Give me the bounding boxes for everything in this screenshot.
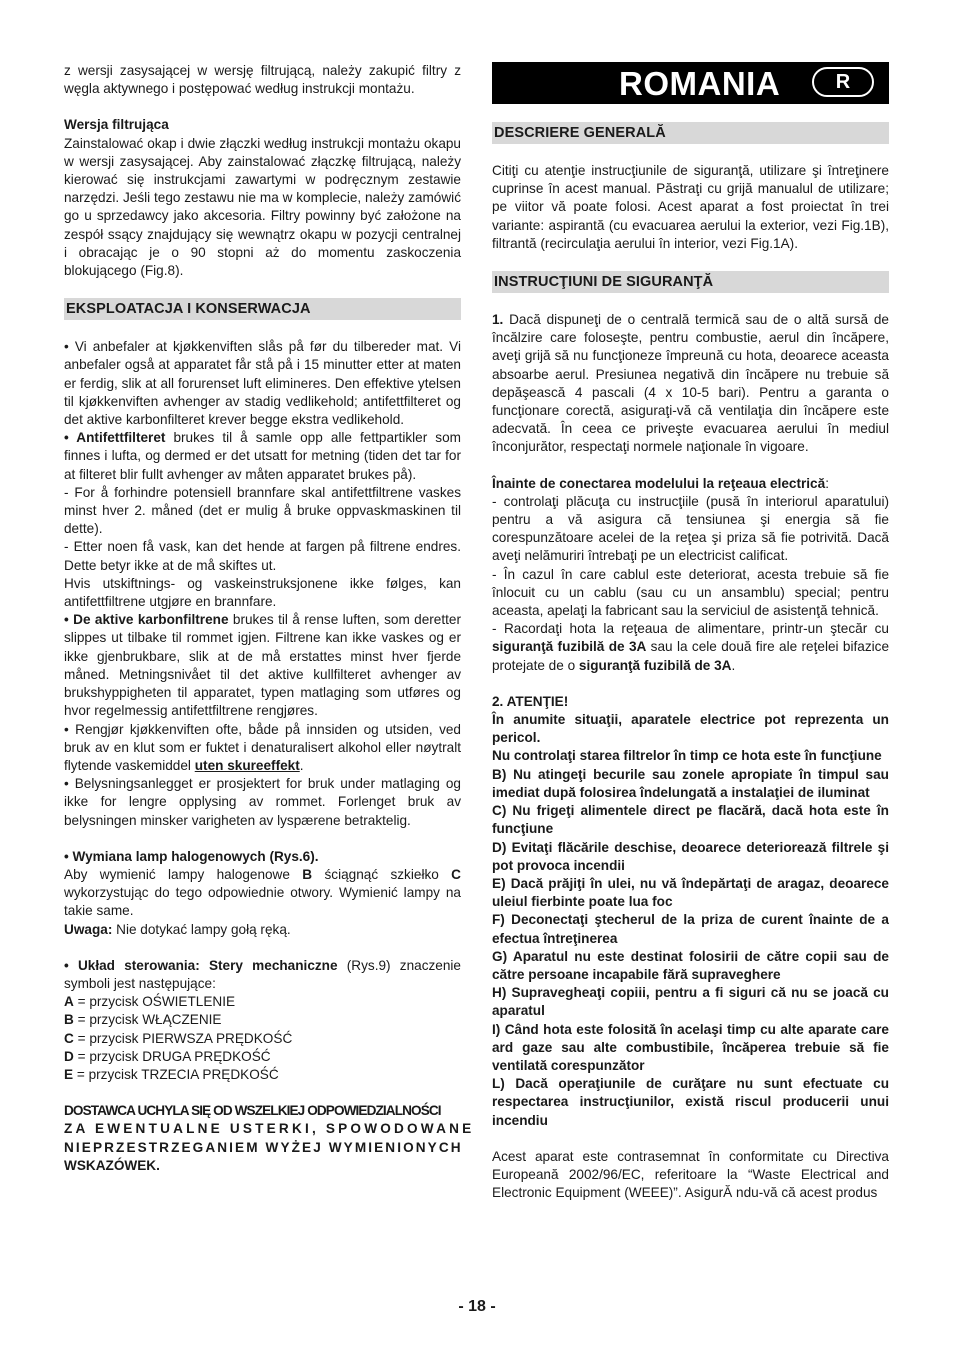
connection-paragraph-2: - În cazul în care cablul este deteriorat, acesta trebuie să fie înlocuit cu un cablu (sau cu un ansamblu) special; pentru aceasta, apelaţi la fabricant sau la serviciul de asistenţă tehnică. — [492, 566, 889, 619]
control-key: D — [64, 1048, 74, 1064]
warning-item: L) Dacă operaţiunile de curăţare nu sunt efectuate cu respectarea instrucţiunilor, există riscul producerii unui incendiu — [492, 1076, 889, 1128]
lamp-text-2: ściągnąć szkiełko — [312, 866, 452, 882]
filter-version-text: Zainstalować okap i dwie złączki według instrukcji montażu okapu w wersji zasysającej. Aby zainstalować złączkę filtrującą, należy kierować się instrukcjami zawartymi w podręcznym zestawie narzędzi. Jeśli tego zestawu nie ma w komplecie, należy zamówić go u sprzedawcy jako akcesoria. Filtry powinny być założone na zespół ssący znajdujący się wewnątrz okapu w pozycji centralnej i obracając je o 90 stopni aż do momentu zaskoczenia blokującego (Fig.8). — [64, 135, 461, 279]
cleaning-text: • Rengjør kjøkkenviften ofte, både på innsiden og utsiden, ved bruk av en klut som er fuktet i denaturalisert alkohol eller nøytralt flytende vaskemiddel — [64, 721, 461, 773]
controls-paragraph — [64, 957, 461, 993]
attention-title: 2. ATENŢIE! — [492, 693, 569, 709]
warning-item: În anumite situaţii, aparatele electrice pot reprezenta un pericol. — [492, 712, 889, 746]
safety-text: Dacă dispuneţi de o centrală termică sau de o altă sursă de încălzire care foloseşte, pentru combustie, aerul din încăpere, aveţi grijă să nu funcţioneze împreună cu hota, deoarece aceasta absoarbe aerul. Presiunea negativă din încăpere nu trebuie să depăşească 4 pascali (4 x 10-5 bari). Pentru a garanta o funcţionare corectă, asiguraţi-vă că ventilaţia din încăpere este adecvată. În ceea ce priveşte evacuarea aerului în mediul înconjurător, respectaţi normele naţionale în vigoare. — [492, 312, 889, 455]
filter-version-heading: Wersja filtrująca — [64, 117, 169, 133]
fuse-text-e: . — [731, 657, 736, 673]
warning-item: Nu controlaţi starea filtrelor în timp ce hota este în funcţiune — [492, 748, 882, 764]
fuse-text-c: sau la cele două fire ale reţelei bifazice protejate de o — [492, 639, 890, 673]
warning-item: B) Nu atingeţi becurile sau zonele apropiate în timpul sau imediat după folosirea îndelungată a instalaţiei de iluminat — [492, 766, 889, 800]
lamp-paragraph — [64, 866, 461, 921]
connection-paragraph-1: - controlaţi plăcuţa cu instrucţiile (pusă în interiorul aparatului) pentru a vă asigura că tensiunea şi energia să fie corespunzătoare acelei de la reţea şi priza să fie potrivită. Dacă aveţi nelămuriri întrebaţi pe un electricist calificat. — [492, 493, 889, 564]
list-item — [64, 1030, 461, 1048]
maintenance-paragraph-3: - For å forhindre potensiell brannfare skal antifettfiltrene vaskes minst hver 2. måned (det er mulig å bruke oppvaskmaskinen til dette). — [64, 484, 461, 537]
cleaning-end: . — [299, 757, 304, 773]
antigrease-paragraph — [64, 429, 461, 484]
section-title-description: DESCRIERE GENERALĂ — [492, 122, 889, 144]
control-key: A — [64, 994, 74, 1010]
lamp-text-1: Aby wymienić lampy halogenowe — [64, 866, 303, 882]
antigrease-text: brukes til å samle opp alle fettpartikler som finnes i lufta, og dermed er det utsatt for metning (tiden det tar for at filteret blir fullt avhenger av måten apparatet brukes på). — [64, 430, 461, 482]
maintenance-paragraph-5: Hvis utskiftnings- og vaskeinstruksjonene ikke følges, kan antifettfiltrene utgjøre en brannfare. — [64, 575, 461, 610]
lamp-key-b: B — [302, 866, 313, 882]
lighting-paragraph: • Belysningsanlegget er prosjektert for bruk under matlaging og ikke for lengre opplysing av rommet. Forlenget bruk av belysningen minsker varigheten av lyspærene betraktelig. — [64, 776, 461, 828]
connection-label: Înainte de conectarea modelului la reţeaua electrică — [492, 475, 826, 491]
lamp-key-c: C — [451, 866, 461, 882]
maintenance-paragraph-4: - Etter noen få vask, kan det hende at fargen på filtrene endres. Dette betyr ikke at de må skiftes ut. — [64, 539, 461, 573]
banner-title: ROMANIA — [619, 65, 781, 102]
carbon-filter-label: • De aktive karbonfiltrene — [64, 612, 229, 628]
controls-text: (Rys.9) znaczenie symboli jest następujące: — [64, 957, 461, 991]
warning-item: I) Când hota este folosită în acelaşi timp cu alte aparate care ard gaze sau alte combustibile, încăperea trebuie să fie ventilată corespunzător — [492, 1021, 889, 1073]
disclaimer — [64, 1102, 475, 1175]
fuse-text-b: siguranţă fuzibilă de 3A — [492, 639, 647, 655]
cleaning-underlined: uten skureeffekt — [194, 757, 300, 773]
carbon-filter-paragraph — [64, 611, 461, 720]
safety-number: 1. — [492, 312, 504, 328]
note-text: Nie dotykać lampy gołą ręką. — [112, 921, 291, 937]
attention-block — [492, 693, 889, 1130]
list-item — [64, 1048, 461, 1066]
antigrease-label: • Antifettfilteret — [64, 430, 166, 446]
control-key: B — [64, 1012, 74, 1028]
note-paragraph — [64, 921, 461, 939]
control-text: = przycisk PIERWSZA PRĘDKOŚĆ — [73, 1030, 293, 1046]
disclaimer-line-2: ZA EWENTUALNE USTERKI, SPOWODOWANE — [64, 1121, 475, 1137]
section-title-maintenance: EKSPLOATACJA I KONSERWACJA — [64, 298, 461, 320]
left-column — [64, 62, 475, 1175]
connection-paragraph-3 — [492, 620, 889, 675]
warning-item: C) Nu frigeţi alimentele direct pe flacără, dacă hota este în funcţiune — [492, 803, 889, 837]
list-item — [64, 993, 461, 1011]
disclaimer-line-1: DOSTAWCA UCHYLA SIĘ OD WSZELKIEJ ODPOWIEDZIALNOŚCI — [64, 1103, 441, 1119]
intro-paragraph: z wersji zasysającej w wersję filtrującą, należy zakupić filtry z węgla aktywnego i postępować według instrukcji montażu. — [64, 63, 461, 97]
fuse-text-d: siguranţă fuzibilă de 3A — [578, 657, 732, 673]
lamp-text-3: wykorzystując do tego odpowiednie otwory. Wymienić lampy na takie same. — [64, 885, 461, 919]
control-text: = przycisk TRZECIA PRĘDKOŚĆ — [73, 1066, 279, 1082]
control-text: = przycisk DRUGA PRĘDKOŚĆ — [73, 1048, 271, 1064]
warning-item: D) Evitaţi flăcările deschise, deoarece deteriorează filtrele şi pot provoca incendii — [492, 839, 889, 873]
warning-item: E) Dacă prăjiţi în ulei, nu vă îndepărtaţi de aragaz, deoarece uleiul fierbinte poate lua foc — [492, 875, 889, 910]
connection-colon: : — [825, 475, 829, 491]
warning-item: F) Deconectaţi ştecherul de la priza de curent înainte de a efectua întreţinerea — [492, 912, 889, 946]
cleaning-paragraph — [64, 721, 461, 776]
fuse-text-a: - Racordaţi hota la reţeaua de alimentare, printr-un ştecăr cu — [492, 621, 889, 637]
disclaimer-line-3: NIEPRZESTRZEGANIEM WYŻEJ WYMIENIONYCH — [64, 1139, 463, 1155]
control-text: = przycisk OŚWIETLENIE — [73, 994, 236, 1010]
note-label: Uwaga: — [64, 921, 113, 937]
control-text: = przycisk WŁĄCZENIE — [73, 1012, 222, 1028]
controls-label: • Układ sterowania: Stery mechaniczne — [64, 957, 338, 973]
warning-item: H) Supravegheaţi copiii, pentru a fi siguri că nu se joacă cu aparatul — [492, 985, 889, 1019]
list-item — [64, 1066, 461, 1084]
language-banner — [492, 62, 889, 104]
weee-paragraph: Acest aparat este contrasemnat în conformitate cu Directiva Europeană 2002/96/EC, referitoare la “Waste Electrical and Electronic Equipment (WEEE)”. AsigurĂ ndu-vă că acest produs — [492, 1148, 889, 1201]
list-item — [64, 1011, 461, 1029]
lamp-heading: • Wymiana lamp halogenowych (Rys.6). — [64, 848, 319, 864]
safety-paragraph-1 — [492, 311, 889, 457]
right-column — [492, 62, 889, 1202]
carbon-filter-text: brukes til å rense luften, som deretter slippes ut tilbake til rommet igjen. Filtrene kan ikke vaskes og er ikke gjenbrukbare, slik at de må erstattes minst hver fjerde måned. Metningsnivået til det aktive kullfilteret avhenger av brukshyppigheten til apparatet, typen matlaging som utføres og hvor regelmessig antifettfiltrene rengjøres. — [64, 612, 462, 719]
language-badge: R — [812, 67, 874, 97]
page-number: - 18 - — [458, 1298, 496, 1315]
warning-item: G) Aparatul nu este destinat folosirii de către copii sau de către persoane incapabile fără supraveghere — [492, 948, 889, 982]
maintenance-paragraph-1: • Vi anbefaler at kjøkkenviften slås på før du tilbereder mat. Vi anbefaler også at apparatet får stå på i 15 minutter etter at maten er ferdig, slik at all forurenset luft elimineres. Den effektive ytelsen til kjøkkenviften avhenger av stadig vedlikehold; antifettfilteret og det aktive karbonfilteret krever begge ekstra vedlikehold. — [64, 339, 461, 428]
disclaimer-line-4: WSKAZÓWEK. — [64, 1157, 160, 1173]
connection-heading — [492, 475, 889, 493]
description-paragraph: Citiţi cu atenţie instrucţiunile de siguranţă, utilizare şi întreţinere cuprinse în acest manual. Păstraţi cu grijă manualul de utilizare; pe viitor vă poate folosi. Acest aparat a fost proiectat în trei variante: aspirantă (cu evacuarea aerului la exterior, vezi Fig.1B), filtrantă (recirculaţia aerului în interior, vezi Fig.1A). — [492, 163, 889, 251]
section-title-safety: INSTRUCŢIUNI DE SIGURANŢĂ — [492, 271, 889, 293]
controls-list — [64, 993, 461, 1084]
control-key: E — [64, 1066, 74, 1082]
control-key: C — [64, 1030, 74, 1046]
